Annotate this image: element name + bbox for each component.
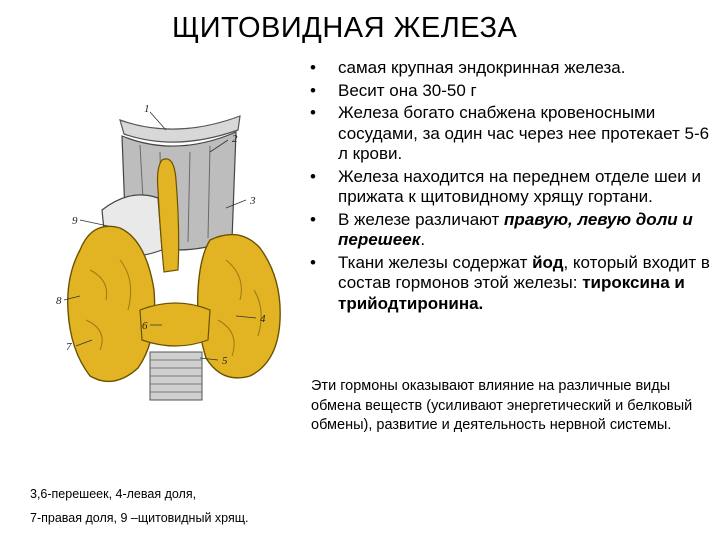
hormones-emphasis: тироксина и трийодтиронина. <box>338 273 685 313</box>
label-6: 6 <box>142 320 148 332</box>
label-9: 9 <box>72 215 78 227</box>
list-item: • В железе различают правую, левую доли и перешеек. <box>308 210 718 251</box>
pyramidal-lobe <box>158 159 179 272</box>
list-item: • самая крупная эндокринная железа. <box>308 58 718 79</box>
right-lobe <box>68 226 155 381</box>
figure-caption-line-2: 7-правая доля, 9 –щитовидный хрящ. <box>30 511 249 525</box>
list-item: • Весит она 30-50 г <box>308 81 718 102</box>
isthmus <box>140 303 210 346</box>
label-4: 4 <box>260 313 266 325</box>
list-item: • Железа богато снабжена кровеносными сосудами, за один час через нее протекает 5-6 л крови. <box>308 103 718 165</box>
figure-caption-line-1: 3,6-перешеек, 4-левая доля, <box>30 487 197 501</box>
left-lobe <box>198 235 281 378</box>
iodine-emphasis: йод <box>532 252 564 272</box>
facts-list <box>308 58 718 316</box>
hormones-paragraph: Эти гормоны оказывают влияние на различные виды обмена веществ (усиливают энергетический и белковый обмены), развитие и деятельность нервной системы. <box>311 378 693 433</box>
label-8: 8 <box>56 295 62 307</box>
thyroid-illustration <box>50 100 302 480</box>
list-item: • Железа находится на переднем отделе шеи и прижата к щитовидному хрящу гортани. <box>308 167 718 208</box>
trachea <box>150 352 202 400</box>
lobes-emphasis: правую, левую доли и перешеек <box>338 209 693 249</box>
page-title: ЩИТОВИДНАЯ ЖЕЛЕЗА <box>172 12 518 44</box>
label-7: 7 <box>66 341 72 353</box>
label-5: 5 <box>222 355 228 367</box>
list-item: • Ткани железы содержат йод, который входит в состав гормонов этой железы: тироксина и трийодтиронина. <box>308 253 718 315</box>
label-2: 2 <box>232 133 238 145</box>
label-3: 3 <box>250 195 256 207</box>
label-1: 1 <box>144 103 150 115</box>
